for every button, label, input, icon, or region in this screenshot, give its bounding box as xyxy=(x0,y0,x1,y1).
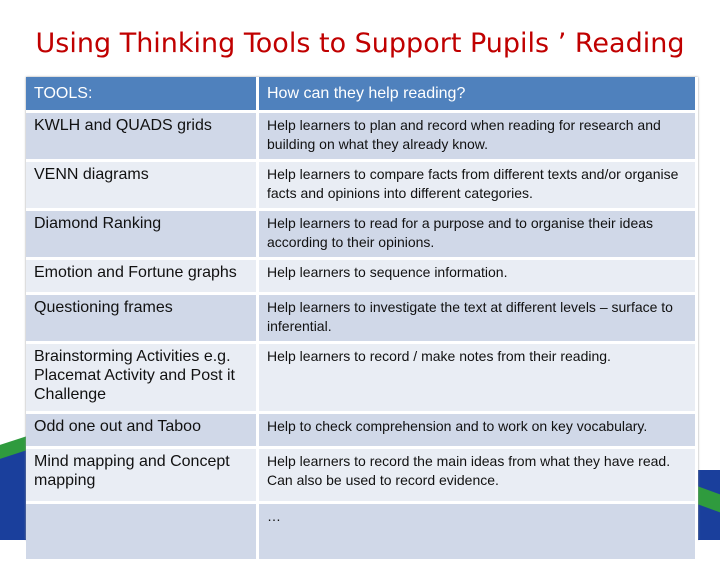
tool-name: Odd one out and Taboo xyxy=(26,414,259,449)
table-row xyxy=(26,449,698,504)
table-row xyxy=(26,162,698,211)
tools-table-container xyxy=(26,77,698,540)
tool-help: Help to check comprehension and to work on key vocabulary. xyxy=(259,414,698,449)
table-row xyxy=(26,113,698,162)
tool-name: Emotion and Fortune graphs xyxy=(26,260,259,295)
tool-name: VENN diagrams xyxy=(26,162,259,211)
header-tools: TOOLS: xyxy=(26,77,259,113)
tool-help: Help learners to read for a purpose and to organise their ideas according to their opinions. xyxy=(259,211,698,260)
tool-name xyxy=(26,504,259,562)
tool-help: Help learners to compare facts from different texts and/or organise facts and opinions into different categories. xyxy=(259,162,698,211)
table-row xyxy=(26,344,698,414)
tool-help: Help learners to record the main ideas from what they have read. Can also be used to record evidence. xyxy=(259,449,698,504)
table-row xyxy=(26,260,698,295)
table-row xyxy=(26,414,698,449)
tool-help: Help learners to sequence information. xyxy=(259,260,698,295)
table-header-row xyxy=(26,77,698,113)
tool-help: Help learners to investigate the text at different levels – surface to inferential. xyxy=(259,295,698,344)
table-row xyxy=(26,211,698,260)
tool-name: Mind mapping and Concept mapping xyxy=(26,449,259,504)
ellipsis-text: … xyxy=(259,504,698,562)
slide-title: Using Thinking Tools to Support Pupils ’ Reading xyxy=(35,28,685,59)
table-row xyxy=(26,504,698,562)
tool-name: Diamond Ranking xyxy=(26,211,259,260)
tool-name: Brainstorming Activities e.g. Placemat Activity and Post it Challenge xyxy=(26,344,259,414)
tool-name: KWLH and QUADS grids xyxy=(26,113,259,162)
tool-help: Help learners to plan and record when reading for research and building on what they already know. xyxy=(259,113,698,162)
header-how-help: How can they help reading? xyxy=(259,77,698,113)
tool-name: Questioning frames xyxy=(26,295,259,344)
table-row xyxy=(26,295,698,344)
tool-help: Help learners to record / make notes from their reading. xyxy=(259,344,698,414)
thinking-tools-table xyxy=(26,77,698,562)
